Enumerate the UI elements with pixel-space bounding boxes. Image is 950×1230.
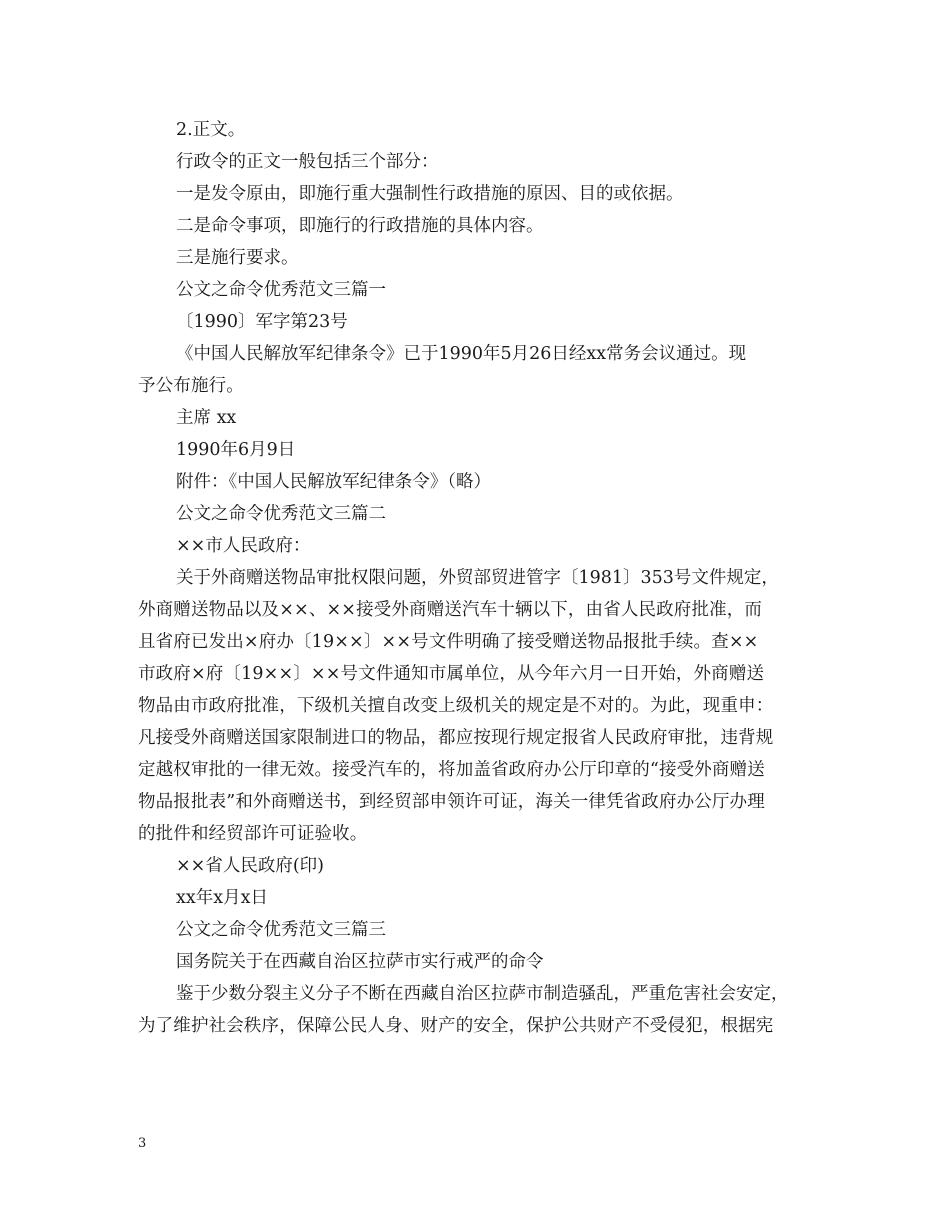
text-line: 的批件和经贸部许可证验收。 xyxy=(138,824,368,844)
text-line: 公文之命令优秀范文三篇三 xyxy=(176,920,386,940)
text-line: 定越权审批的一律无效。接受汽车的，将加盖省政府办公厅印章的“接受外商赠送 xyxy=(138,760,765,780)
text-line: 行政令的正文一般包括三个部分： xyxy=(176,152,439,172)
text-line: 鉴于少数分裂主义分子不断在西藏自治区拉萨市制造骚乱，严重危害社会安定， xyxy=(176,984,789,1004)
text-line: 〔1990〕军字第23号 xyxy=(176,312,348,332)
text-line: ××市人民政府： xyxy=(176,536,311,556)
page-number: 3 xyxy=(138,1136,147,1151)
text-line: 三是施行要求。 xyxy=(176,248,299,268)
text-line: 国务院关于在西藏自治区拉萨市实行戒严的命令 xyxy=(176,952,544,972)
text-line: 二是命令事项，即施行的行政措施的具体内容。 xyxy=(176,216,544,236)
text-line: 凡接受外商赠送国家限制进口的物品，都应按现行规定报省人民政府审批，违背规 xyxy=(138,728,774,748)
text-line: 1990年6月9日 xyxy=(176,440,296,460)
text-line: 公文之命令优秀范文三篇二 xyxy=(176,504,386,524)
text-line: xx年x月x日 xyxy=(176,888,268,908)
text-line: 物品报批表”和外商赠送书，到经贸部申领许可证，海关一律凭省政府办公厅办理 xyxy=(138,792,765,812)
text-line: 市政府×府〔19××〕××号文件通知市属单位，从今年六月一日开始，外商赠送 xyxy=(138,664,765,684)
text-line: 公文之命令优秀范文三篇一 xyxy=(176,280,386,300)
text-line: 《中国人民解放军纪律条令》已于1990年5月26日经xx常务会议通过。现 xyxy=(176,344,747,364)
text-line: 为了维护社会秩序，保障公民人身、财产的安全，保护公共财产不受侵犯，根据宪 xyxy=(138,1016,774,1036)
document-body xyxy=(138,114,818,1042)
text-line: ××省人民政府(印) xyxy=(176,856,324,876)
text-line: 一是发令原由，即施行重大强制性行政措施的原因、目的或依据。 xyxy=(176,184,684,204)
text-line: 予公布施行。 xyxy=(138,376,244,396)
text-line: 外商赠送物品以及××、××接受外商赠送汽车十辆以下，由省人民政府批准，而 xyxy=(138,600,763,620)
text-line: 2.正文。 xyxy=(176,120,246,140)
text-line: 且省府已发出×府办〔19××〕××号文件明确了接受赠送物品报批手续。查×× xyxy=(138,632,759,652)
text-line: 附件：《中国人民解放军纪律条令》（略） xyxy=(176,472,491,492)
text-line: 关于外商赠送物品审批权限问题，外贸部贸进管字〔1981〕353号文件规定， xyxy=(176,568,779,588)
text-line: 主席 xx xyxy=(176,408,237,428)
text-line: 物品由市政府批准，下级机关擅自改变上级机关的规定是不对的。为此，现重申： xyxy=(138,696,774,716)
